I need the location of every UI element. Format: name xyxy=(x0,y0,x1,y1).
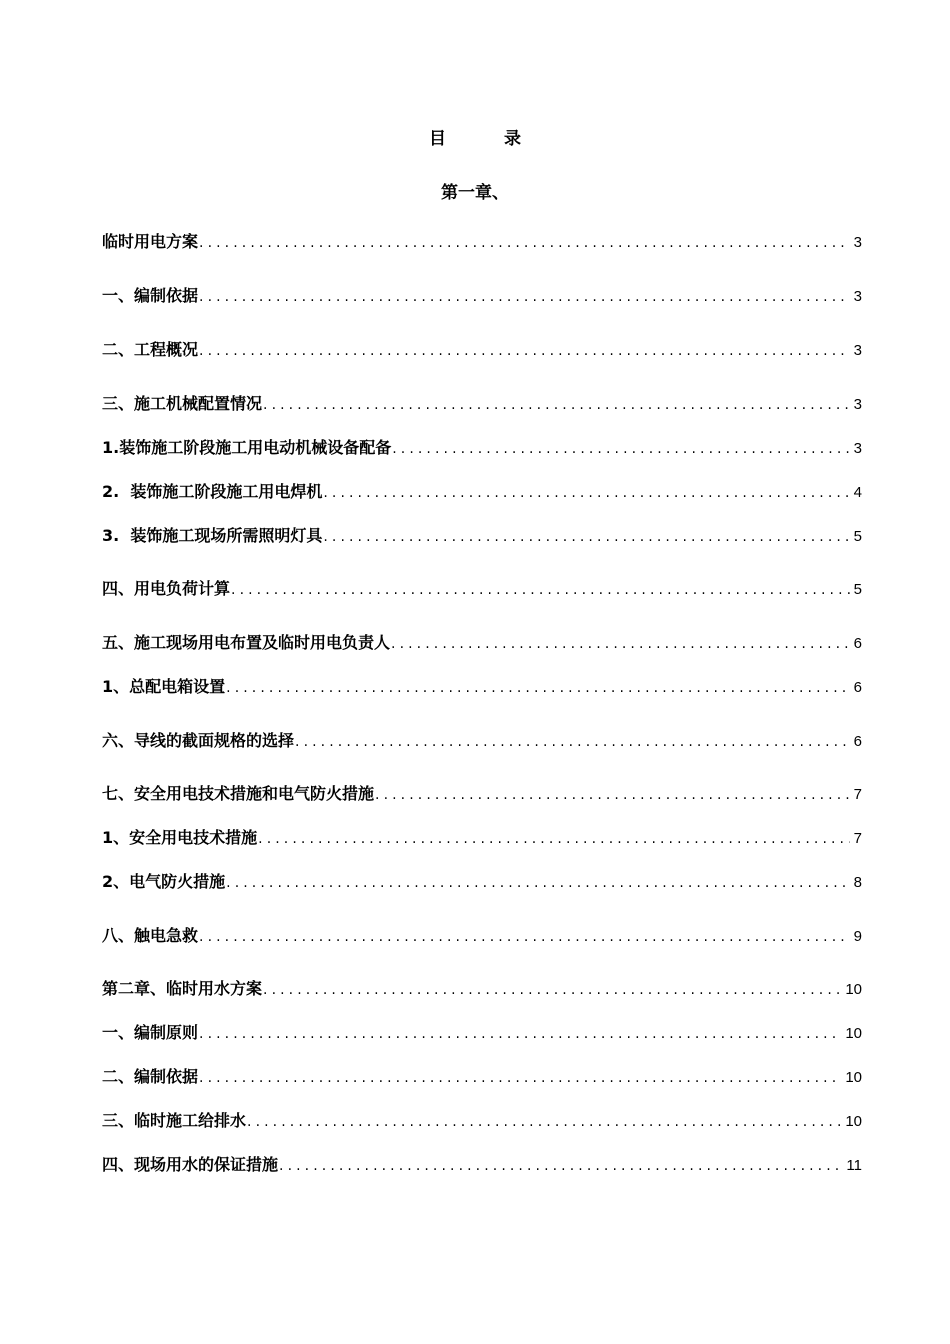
toc-entry-label: 三、施工机械配置情况 xyxy=(102,394,263,413)
toc-leader-dots xyxy=(258,828,850,850)
toc-entry-page: 3 xyxy=(853,288,862,305)
chapter-heading: 第一章、 xyxy=(441,183,509,203)
toc-entry[interactable] xyxy=(102,1110,862,1133)
toc-leader-dots xyxy=(391,633,850,655)
toc-entry-label: 1.装饰施工阶段施工用电动机械设备配备 xyxy=(102,438,392,457)
toc-entry-label: 1、总配电箱设置 xyxy=(102,677,226,696)
toc-entry-label: 四、用电负荷计算 xyxy=(102,579,231,598)
toc-entry[interactable] xyxy=(102,676,862,699)
toc-entry-page: 6 xyxy=(853,679,862,696)
toc-leader-dots xyxy=(375,784,850,806)
toc-entry[interactable] xyxy=(102,525,862,548)
toc-leader-dots xyxy=(247,1111,841,1133)
toc-entry-label: 八、触电急救 xyxy=(102,926,199,945)
toc-entry[interactable] xyxy=(102,437,862,460)
toc-entry-label: 二、工程概况 xyxy=(102,340,199,359)
toc-entry-label: 一、编制依据 xyxy=(102,286,199,305)
toc-entry-label: 1、安全用电技术措施 xyxy=(102,828,258,847)
toc-entry-label: 二、编制依据 xyxy=(102,1067,199,1086)
toc-entry[interactable] xyxy=(102,783,862,806)
toc-entry-page: 5 xyxy=(853,528,862,545)
toc-leader-dots xyxy=(199,340,850,362)
toc-leader-dots xyxy=(199,1067,841,1089)
toc-entry[interactable] xyxy=(102,730,862,753)
toc-entry[interactable] xyxy=(102,339,862,362)
toc-entry-label: 2. 装饰施工阶段施工用电焊机 xyxy=(102,482,323,501)
toc-entry[interactable] xyxy=(102,1022,862,1045)
toc-entry-page: 3 xyxy=(853,396,862,413)
toc-entry[interactable] xyxy=(102,632,862,655)
toc-entry-page: 9 xyxy=(853,928,862,945)
toc-entry[interactable] xyxy=(102,925,862,948)
toc-entry-page: 5 xyxy=(853,581,862,598)
toc-entry-page: 8 xyxy=(853,874,862,891)
toc-entry-label: 第二章、临时用水方案 xyxy=(102,979,263,998)
toc-entry-label: 三、临时施工给排水 xyxy=(102,1111,247,1130)
toc-leader-dots xyxy=(226,677,850,699)
toc-entry-label: 七、安全用电技术措施和电气防火措施 xyxy=(102,784,375,803)
toc-entry[interactable] xyxy=(102,978,862,1001)
toc-entry-label: 临时用电方案 xyxy=(102,232,199,251)
toc-leader-dots xyxy=(279,1155,842,1177)
toc-entry[interactable] xyxy=(102,827,862,850)
toc-entry-page: 6 xyxy=(853,635,862,652)
toc-title: 目 录 xyxy=(429,129,547,149)
toc-entry-page: 10 xyxy=(845,1025,862,1042)
toc-leader-dots xyxy=(263,979,841,1001)
toc-leader-dots xyxy=(199,1023,841,1045)
toc-leader-dots xyxy=(263,394,850,416)
toc-entry-page: 10 xyxy=(845,981,862,998)
toc-entry-label: 六、导线的截面规格的选择 xyxy=(102,731,295,750)
toc-entry[interactable] xyxy=(102,231,862,254)
toc-entry[interactable] xyxy=(102,393,862,416)
toc-entry-page: 7 xyxy=(853,830,862,847)
toc-entry-page: 3 xyxy=(853,342,862,359)
toc-entry-label: 四、现场用水的保证措施 xyxy=(102,1155,279,1174)
toc-leader-dots xyxy=(199,286,850,308)
toc-leader-dots xyxy=(231,579,850,601)
toc-entry[interactable] xyxy=(102,481,862,504)
toc-entry-page: 3 xyxy=(853,440,862,457)
toc-leader-dots xyxy=(226,872,850,894)
toc-entry[interactable] xyxy=(102,285,862,308)
toc-entry-page: 11 xyxy=(846,1157,862,1174)
toc-entry-page: 6 xyxy=(853,733,862,750)
toc-leader-dots xyxy=(392,438,849,460)
toc-entry[interactable] xyxy=(102,578,862,601)
toc-entry[interactable] xyxy=(102,1066,862,1089)
toc-leader-dots xyxy=(295,731,850,753)
toc-entry-label: 2、电气防火措施 xyxy=(102,872,226,891)
toc-entry-page: 10 xyxy=(845,1069,862,1086)
toc-entry-page: 4 xyxy=(853,484,862,501)
toc-leader-dots xyxy=(199,926,850,948)
toc-entry-label: 3. 装饰施工现场所需照明灯具 xyxy=(102,526,323,545)
toc-entry[interactable] xyxy=(102,1154,862,1177)
toc-leader-dots xyxy=(323,482,849,504)
toc-entry-label: 五、施工现场用电布置及临时用电负责人 xyxy=(102,633,391,652)
toc-entry-page: 10 xyxy=(845,1113,862,1130)
toc-entry-page: 3 xyxy=(853,234,862,251)
toc-leader-dots xyxy=(323,526,849,548)
toc-entry[interactable] xyxy=(102,871,862,894)
toc-leader-dots xyxy=(199,232,850,254)
toc-entry-page: 7 xyxy=(853,786,862,803)
toc-entry-label: 一、编制原则 xyxy=(102,1023,199,1042)
